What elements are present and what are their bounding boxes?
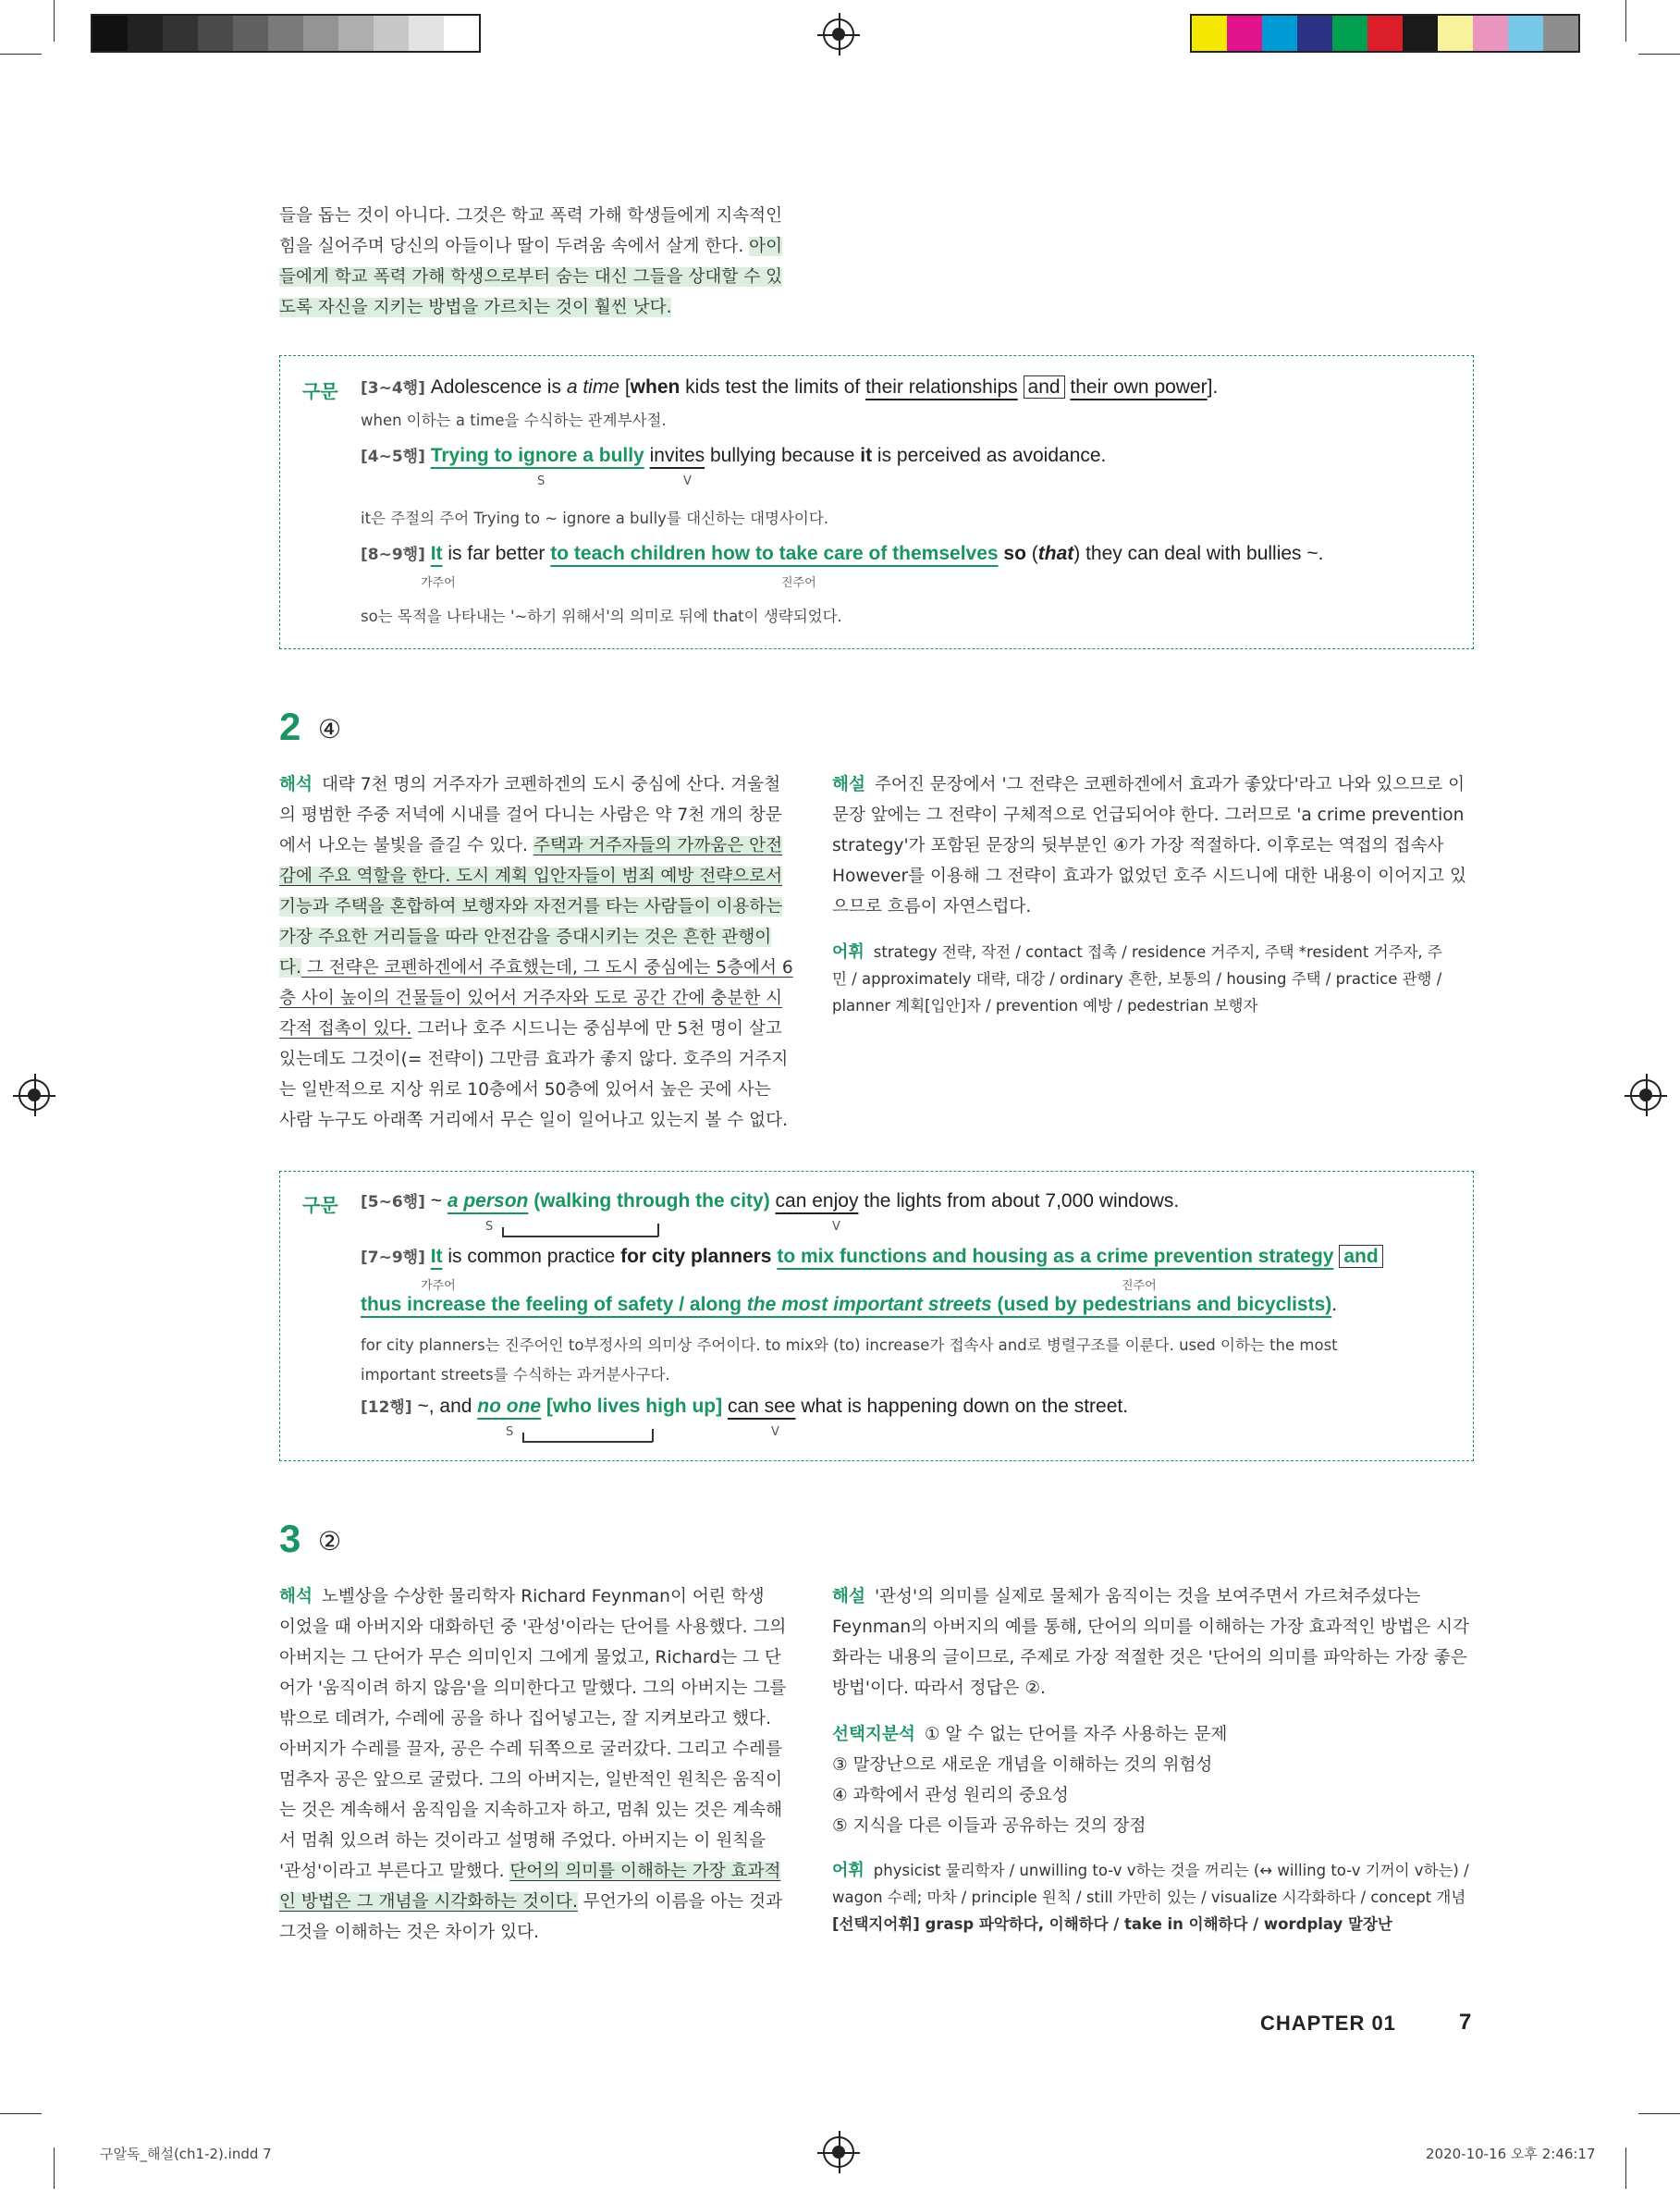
color-swatch [1262,16,1297,51]
gray-swatch [268,16,303,51]
syntax-sentence: [7~9행] It is common practice for city planners to mix functions and housing as a crime prevention strategy and [361,1244,1383,1268]
translation-line: 의 평범한 주중 저녁에 시내를 걸어 다니는 사람은 약 7천 개의 창문 [279,806,782,825]
gray-swatch [92,16,128,51]
vocab-line: wagon 수레; 마차 / principle 원칙 / still 가만히 있는 / visualize 시각화하다 / concept 개념 [832,1889,1466,1906]
gray-swatch [128,16,163,51]
section3-translation [279,1581,797,1948]
color-swatch [1227,16,1262,51]
crop-mark [1638,54,1680,55]
section2-explanation [832,769,1475,922]
translation-line: 다. 그 전략은 코펜하겐에서 주효했는데, 그 도시 중심에는 5층에서 6 [279,958,793,978]
option-line: ③ 말장난으로 새로운 개념을 이해하는 것의 위험성 [832,1755,1213,1775]
translation-line: 멈추자 공은 앞으로 굴렀다. 그의 아버지는, 일반적인 원칙은 움직이 [279,1770,783,1790]
section3-explanation [832,1581,1475,1704]
translation-line: 해석 노벨상을 수상한 물리학자 Richard Feynman이 어린 학생 [279,1587,765,1606]
color-swatch [1508,16,1543,51]
vocab-line: planner 계획[입안]자 / prevention 예방 / pedestrian 보행자 [832,997,1258,1015]
syntax-sentence: [8~9행] It is far better to teach children how to take care of themselves so (that) they can deal with bullies ~. [361,543,1324,564]
answer-mark: ② [318,1526,342,1556]
translation-line: 해석 대략 7천 명의 거주자가 코펜하겐의 도시 중심에 산다. 겨울철 [279,775,781,794]
color-swatch [1438,16,1473,51]
subject-mark: S [485,1220,494,1234]
intro-line: 들에게 학교 폭력 가해 학생으로부터 숨는 대신 그들을 상대할 수 있 [279,267,783,287]
crop-mark [1638,2113,1680,2114]
explanation-line: 문장 앞에는 그 전략이 구체적으로 언급되어야 한다. 그러므로 'a crime prevention [832,806,1465,825]
syntax-sentence: [5~6행] ~ a person (walking through the city) can enjoy the lights from about 7,000 windows. [361,1190,1180,1212]
modifier-bracket [522,1441,653,1443]
modifier-bracket [502,1236,658,1237]
grayscale-color-bar [91,14,481,53]
explanation-line: However를 이용해 그 전략이 효과가 없었던 호주 시드니에 대한 내용이 이어지고 있 [832,867,1466,886]
explanation-line: 방법'이다. 따라서 정답은 ②. [832,1679,1046,1698]
color-swatch [1192,16,1227,51]
crop-mark [54,0,55,42]
syntax-note: so는 목적을 나타내는 '~하기 위해서'의 의미로 뒤에 that이 생략되었다. [361,608,842,625]
dummy-subject-mark: 가주어 [421,576,456,590]
translation-line: 아버지는 그 단어가 무슨 의미인지 그에게 물었고, Richard는 그 단 [279,1648,781,1667]
color-swatch [1367,16,1403,51]
gray-swatch [233,16,268,51]
crop-mark [54,2147,55,2189]
real-subject-mark: 진주어 [1122,1279,1157,1293]
gray-swatch [303,16,338,51]
translation-line: 에서 나오는 불빛을 즐길 수 있다. 주택과 거주자들의 가까움은 안전 [279,836,783,855]
gray-swatch [163,16,198,51]
crop-mark [1625,2147,1626,2189]
intro-translation [279,201,797,323]
translation-line: 감에 주요 역할을 한다. 도시 계획 입안자들이 범죄 예방 전략으로서 [279,867,783,886]
syntax-note: it은 주절의 주어 Trying to ~ ignore a bully를 대신하는 대명사이다. [361,510,829,527]
explanation-line: 화라는 내용의 글이므로, 주제로 가장 적절한 것은 '단어의 의미를 파악하는 가장 좋은 [832,1648,1467,1667]
syntax-sentence: [4~5행] Trying to ignore a bully invites bullying because it is perceived as avoidance. [361,445,1107,466]
answer-mark: ④ [318,714,342,744]
chapter-label: CHAPTER 01 [1260,2012,1396,2035]
explanation-line: 으므로 흐름이 자연스럽다. [832,897,1032,917]
intro-line: 들을 돕는 것이 아니다. 그것은 학교 폭력 가해 학생들에게 지속적인 [279,206,783,226]
registration-mark-bottom [823,2136,854,2168]
gray-swatch [444,16,479,51]
section3-option-analysis [832,1719,1475,1841]
syntax-label: 구문 [302,380,338,402]
translation-line: 그것을 이해하는 것은 차이가 있다. [279,1923,540,1942]
modifier-bracket [657,1224,659,1236]
vocab-line: 민 / approximately 대략, 대강 / ordinary 흔한, 보통의 / housing 주택 / practice 관행 / [832,970,1442,988]
translation-line: 이었을 때 아버지와 대화하던 중 '관성'이라는 단어를 사용했다. 그의 [279,1618,787,1637]
syntax-sentence-continued: thus increase the feeling of safety / along the most important streets (used by pedestrians and bicyclists). [361,1294,1338,1315]
translation-line: 밖으로 데려가, 수레에 공을 하나 집어넣고는, 잘 지켜보라고 했다. [279,1709,772,1729]
registration-mark-top [823,18,854,50]
explanation-line: Feynman의 아버지의 예를 통해, 단어의 의미를 이해하는 가장 효과적인 방법은 시각 [832,1618,1470,1637]
translation-line: 기능과 주택을 혼합하여 보행자와 자전거를 타는 사람들이 이용하는 [279,897,783,917]
syntax-note: important streets를 수식하는 과거분사구다. [361,1366,670,1384]
translation-line: '관성'이라고 부른다고 말했다. 단어의 의미를 이해하는 가장 효과적 [279,1862,781,1881]
registration-mark-right [1630,1079,1662,1111]
syntax-note: for city planners는 진주어인 to부정사의 의미상 주어이다. to mix와 (to) increase가 접속사 and로 병렬구조를 이룬다. used 이하는 the most [361,1336,1338,1354]
verb-mark: V [683,474,692,488]
translation-line: 아버지가 수레를 끌자, 공은 수레 뒤쪽으로 굴러갔다. 그리고 수레를 [279,1740,783,1759]
verb-mark: V [771,1425,779,1439]
file-slug: 구알독_해설(ch1-2).indd 7 [100,2146,272,2162]
process-color-bar [1190,14,1580,53]
color-swatch [1297,16,1332,51]
verb-mark: V [832,1220,840,1234]
option-line: ⑤ 지식을 다른 이들과 공유하는 것의 장점 [832,1816,1147,1836]
translation-line: 는 것은 계속해서 움직임을 지속하고자 하고, 멈춰 있는 것은 계속해 [279,1801,783,1820]
translation-line: 는 일반적으로 지상 위로 10층에서 50층에 있어서 높은 곳에 사는 [279,1080,771,1100]
translation-line: 어가 '움직이려 하지 않음'을 의미한다고 말했다. 그의 아버지는 그를 [279,1679,787,1698]
translation-line: 서 멈춰 있으려 하는 것이라고 설명해 주었다. 아버지는 이 원칙을 [279,1831,766,1851]
dummy-subject-mark: 가주어 [421,1279,456,1293]
crop-mark [0,2113,42,2114]
explanation-line: strategy'가 포함된 문장의 뒷부분인 ④가 가장 적절하다. 이후로는 역접의 접속사 [832,836,1444,855]
real-subject-mark: 진주어 [781,576,816,590]
translation-line: 가장 주요한 거리들을 따라 안전감을 증대시키는 것은 흔한 관행이 [279,928,772,947]
translation-line: 층 사이 높이의 건물들이 있어서 거주자와 도로 공간 간에 충분한 시 [279,989,783,1008]
modifier-bracket [652,1429,654,1442]
page-number: 7 [1459,2010,1472,2035]
syntax-sentence: [12행] ~, and no one [who lives high up] can see what is happening down on the street. [361,1396,1129,1417]
intro-line: 힘을 실어주며 당신의 아들이나 딸이 두려움 속에서 살게 한다. 아이 [279,237,783,256]
translation-line: 사람 누구도 아래쪽 거리에서 무슨 일이 일어나고 있는지 볼 수 없다. [279,1111,788,1130]
crop-mark [1625,0,1626,42]
section2-vocabulary [832,939,1475,1019]
color-swatch [1473,16,1508,51]
gray-swatch [409,16,444,51]
translation-line: 각적 접촉이 있다. 그러나 호주 시드니는 중심부에 만 5천 명이 살고 [279,1019,782,1039]
question-number: 3 [279,1517,301,1560]
color-swatch [1403,16,1438,51]
option-line: 선택지분석 ① 알 수 없는 단어를 자주 사용하는 문제 [832,1725,1228,1744]
vocab-line: 어휘 strategy 전략, 작전 / contact 접촉 / residence 거주지, 주택 *resident 거주자, 주 [832,942,1442,962]
explanation-line: 해설 '관성'의 의미를 실제로 물체가 움직이는 것을 보여주면서 가르쳐주셨다는 [832,1587,1421,1606]
vocab-line: 어휘 physicist 물리학자 / unwilling to-v v하는 것을 꺼리는 (↔ willing to-v 기꺼이 v하는) / [832,1861,1469,1880]
print-timestamp: 2020-10-16 오후 2:46:17 [1426,2146,1596,2162]
vocab-line: [선택지어휘] grasp 파악하다, 이해하다 / take in 이해하다 / wordplay 말장난 [832,1915,1392,1933]
syntax-label: 구문 [302,1194,338,1216]
gray-swatch [198,16,233,51]
intro-line: 도록 자신을 지키는 방법을 가르치는 것이 훨씬 낫다. [279,298,672,317]
color-swatch [1543,16,1578,51]
color-swatch [1332,16,1367,51]
subject-mark: S [537,474,546,488]
explanation-line: 해설 주어진 문장에서 '그 전략은 코펜하겐에서 효과가 좋았다'라고 나와 있으므로 이 [832,775,1465,794]
section2-translation [279,769,797,1136]
section3-vocabulary [832,1857,1475,1938]
syntax-box-1 [279,355,1474,649]
gray-swatch [374,16,409,51]
subject-mark: S [506,1425,514,1439]
syntax-note: when 이하는 a time을 수식하는 관계부사절. [361,412,667,429]
crop-mark [0,54,42,55]
question-number: 2 [279,705,301,748]
syntax-box-2 [279,1171,1474,1461]
option-line: ④ 과학에서 관성 원리의 중요성 [832,1786,1069,1805]
translation-line: 있는데도 그것이(= 전략이) 그만큼 효과가 좋지 않다. 호주의 거주지 [279,1050,789,1069]
translation-line: 인 방법은 그 개념을 시각화하는 것이다. 무언가의 이름을 아는 것과 [279,1892,783,1912]
gray-swatch [338,16,374,51]
syntax-sentence: [3~4행] Adolescence is a time [when kids test the limits of their relationships and their own power]. [361,376,1219,398]
registration-mark-left [18,1079,50,1111]
